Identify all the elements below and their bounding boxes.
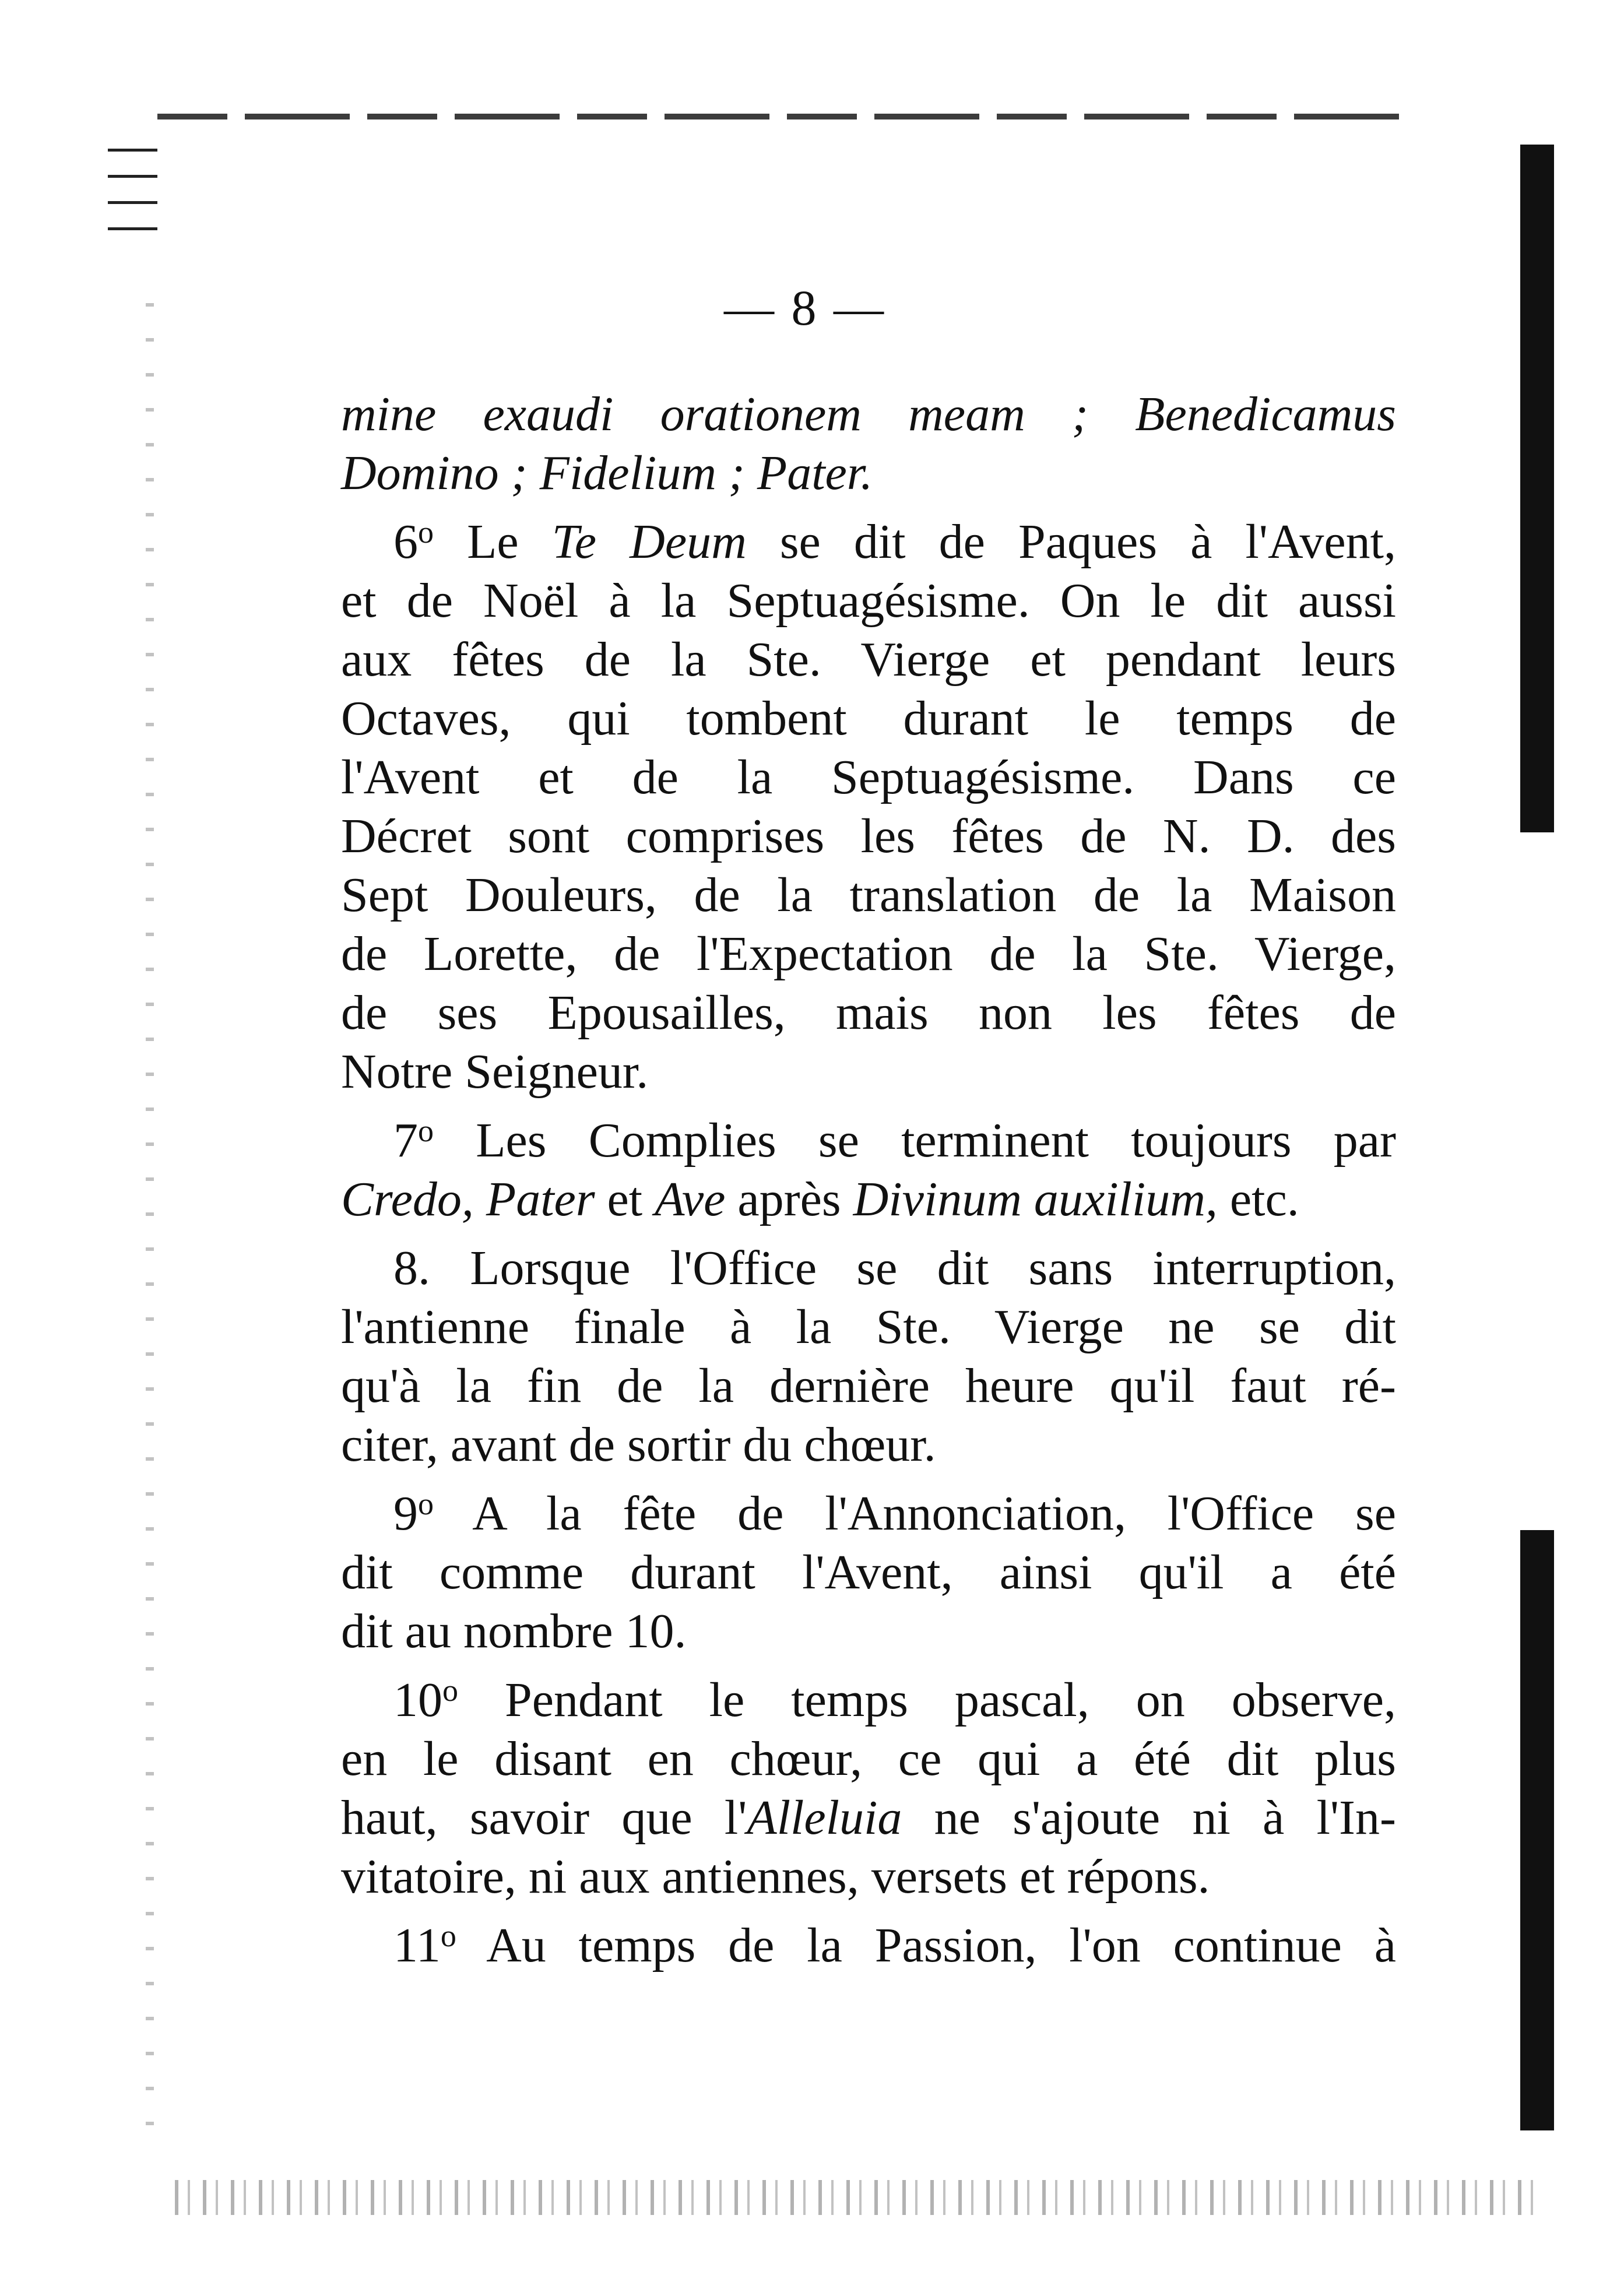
text-run: 8. Lorsque l'Office se dit sans interruption, bbox=[393, 1241, 1396, 1295]
text-run: de Lorette, de l'Expectation de la Ste. Vierge, bbox=[341, 927, 1396, 981]
paragraph bbox=[341, 1671, 1396, 1906]
paragraph-gap bbox=[341, 1474, 1396, 1484]
text-line bbox=[341, 866, 1396, 924]
text-line bbox=[341, 689, 1396, 748]
text-run: Au temps de la Passion, l'on continue à bbox=[456, 1918, 1396, 1972]
text-line bbox=[341, 983, 1396, 1042]
text-run: vitatoire, ni aux antiennes, versets et répons. bbox=[341, 1850, 1210, 1904]
text-line bbox=[341, 1356, 1396, 1415]
text-run: Sept Douleurs, de la translation de la Maison bbox=[341, 868, 1396, 922]
paragraph bbox=[341, 512, 1396, 1101]
scan-border-right-top bbox=[1520, 145, 1554, 832]
text-line bbox=[341, 1543, 1396, 1602]
scan-border-left bbox=[146, 303, 154, 2157]
ordinal-superscript: o bbox=[440, 1918, 456, 1953]
italic-text: Domino ; Fidelium ; Pater. bbox=[341, 446, 873, 500]
scan-border-bottom bbox=[175, 2180, 1533, 2215]
text-line bbox=[341, 1847, 1396, 1906]
text-run: dit comme durant l'Avent, ainsi qu'il a été bbox=[341, 1545, 1396, 1599]
scan-margin-ticks bbox=[108, 149, 160, 265]
text-line bbox=[341, 748, 1396, 807]
text-line bbox=[341, 1415, 1396, 1474]
italic-text: mine exaudi orationem meam ; Benedicamus bbox=[341, 387, 1396, 441]
text-line bbox=[341, 807, 1396, 866]
text-line bbox=[341, 1729, 1396, 1788]
text-run: l'Avent et de la Septuagésisme. Dans ce bbox=[341, 750, 1396, 804]
text-line bbox=[341, 1298, 1396, 1356]
text-line bbox=[341, 1170, 1396, 1229]
text-line bbox=[341, 385, 1396, 444]
text-run: l'antienne finale à la Ste. Vierge ne se dit bbox=[341, 1300, 1396, 1354]
italic-text: Alleluia bbox=[747, 1791, 902, 1845]
text-run: 9 bbox=[393, 1486, 418, 1541]
text-run: de ses Epousailles, mais non les fêtes de bbox=[341, 986, 1396, 1040]
scan-border-top bbox=[157, 114, 1399, 119]
text-run: Décret sont comprises les fêtes de N. D. des bbox=[341, 809, 1396, 863]
paragraph bbox=[341, 385, 1396, 502]
text-run: haut, savoir que l' bbox=[341, 1791, 747, 1845]
text-run: dit au nombre 10. bbox=[341, 1604, 687, 1658]
text-run: A la fête de l'Annonciation, l'Office se bbox=[434, 1486, 1396, 1541]
text-line bbox=[341, 571, 1396, 630]
text-line bbox=[341, 1602, 1396, 1661]
italic-text: Divinum auxilium, bbox=[853, 1172, 1218, 1226]
text-run: 7 bbox=[393, 1113, 418, 1168]
text-line bbox=[341, 1484, 1396, 1543]
text-run: qu'à la fin de la dernière heure qu'il faut ré- bbox=[341, 1359, 1396, 1413]
text-run: ne s'ajoute ni à l'In- bbox=[902, 1791, 1396, 1845]
text-line bbox=[341, 512, 1396, 571]
paragraph-gap bbox=[341, 1906, 1396, 1916]
text-line bbox=[341, 1239, 1396, 1298]
text-line bbox=[341, 1916, 1396, 1975]
paragraph-gap bbox=[341, 502, 1396, 512]
text-run: et bbox=[595, 1172, 655, 1226]
text-line bbox=[341, 630, 1396, 689]
text-line bbox=[341, 924, 1396, 983]
page-body-text bbox=[341, 385, 1396, 1975]
text-run: Notre Seigneur. bbox=[341, 1045, 649, 1099]
ordinal-superscript: o bbox=[418, 515, 434, 550]
text-run: Le bbox=[434, 515, 552, 569]
text-line bbox=[341, 1042, 1396, 1101]
text-run: après bbox=[725, 1172, 853, 1226]
text-line bbox=[341, 444, 1396, 502]
text-run: citer, avant de sortir du chœur. bbox=[341, 1418, 936, 1472]
text-run: Les Complies se terminent toujours par bbox=[434, 1113, 1396, 1168]
paragraph bbox=[341, 1111, 1396, 1229]
text-line bbox=[341, 1671, 1396, 1729]
text-run: aux fêtes de la Ste. Vierge et pendant leurs bbox=[341, 632, 1396, 687]
ordinal-superscript: o bbox=[442, 1673, 458, 1708]
text-run: en le disant en chœur, ce qui a été dit plus bbox=[341, 1732, 1396, 1786]
italic-text: Te Deum bbox=[551, 515, 747, 569]
paragraph-gap bbox=[341, 1101, 1396, 1111]
text-line bbox=[341, 1788, 1396, 1847]
text-run: se dit de Paques à l'Avent, bbox=[746, 515, 1396, 569]
text-run: etc. bbox=[1217, 1172, 1299, 1226]
italic-text: Credo, Pater bbox=[341, 1172, 595, 1226]
text-run: et de Noël à la Septuagésisme. On le dit aussi bbox=[341, 574, 1396, 628]
text-run: 6 bbox=[393, 515, 418, 569]
italic-text: Ave bbox=[655, 1172, 726, 1226]
paragraph-gap bbox=[341, 1229, 1396, 1239]
scan-border-right-bottom bbox=[1520, 1530, 1554, 2130]
text-run: 10 bbox=[393, 1673, 442, 1727]
text-line bbox=[341, 1111, 1396, 1170]
text-run: Pendant le temps pascal, on observe, bbox=[458, 1673, 1396, 1727]
ordinal-superscript: o bbox=[418, 1486, 434, 1521]
paragraph-gap bbox=[341, 1661, 1396, 1671]
paragraph bbox=[341, 1239, 1396, 1474]
paragraph bbox=[341, 1484, 1396, 1661]
paragraph bbox=[341, 1916, 1396, 1975]
ordinal-superscript: o bbox=[418, 1113, 434, 1148]
text-run: Octaves, qui tombent durant le temps de bbox=[341, 691, 1396, 746]
text-run: 11 bbox=[393, 1918, 441, 1972]
page-number: — 8 — bbox=[724, 280, 886, 336]
